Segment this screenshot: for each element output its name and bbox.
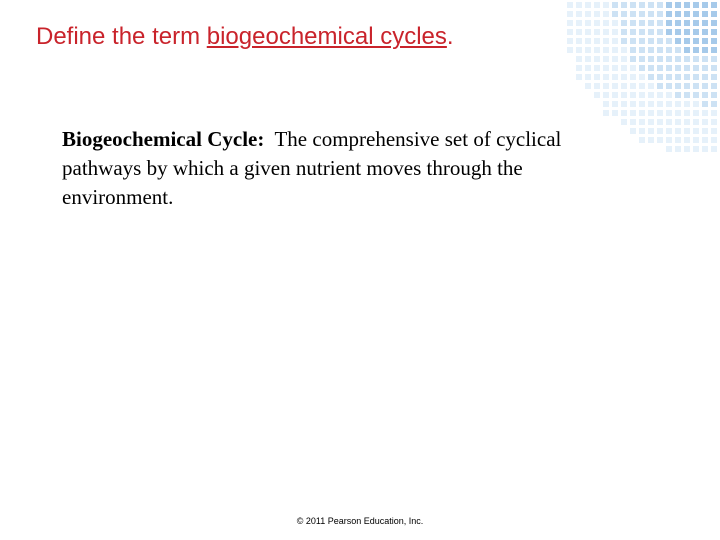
- decoration-square: [702, 11, 708, 17]
- decoration-square: [666, 146, 672, 152]
- decoration-square: [702, 74, 708, 80]
- decoration-square: [648, 11, 654, 17]
- decoration-square: [576, 47, 582, 53]
- decoration-square: [693, 38, 699, 44]
- decoration-square: [675, 38, 681, 44]
- decoration-square: [684, 29, 690, 35]
- decoration-square: [702, 38, 708, 44]
- decoration-square: [630, 128, 636, 134]
- decoration-square: [684, 146, 690, 152]
- decoration-square: [576, 56, 582, 62]
- decoration-square: [711, 110, 717, 116]
- decoration-square: [666, 83, 672, 89]
- decoration-square: [639, 74, 645, 80]
- decoration-square: [684, 74, 690, 80]
- decoration-square: [612, 2, 618, 8]
- decoration-square: [657, 128, 663, 134]
- decoration-square: [702, 20, 708, 26]
- decoration-square: [684, 83, 690, 89]
- decoration-square: [684, 20, 690, 26]
- decoration-square: [630, 20, 636, 26]
- decoration-square: [675, 92, 681, 98]
- decoration-square: [576, 38, 582, 44]
- decoration-square: [675, 137, 681, 143]
- decoration-square: [621, 29, 627, 35]
- decoration-square: [603, 83, 609, 89]
- decoration-square: [630, 101, 636, 107]
- decoration-square: [693, 146, 699, 152]
- title-suffix: .: [446, 23, 454, 50]
- decoration-square: [648, 119, 654, 125]
- decoration-square: [639, 128, 645, 134]
- decoration-square: [702, 137, 708, 143]
- decoration-square: [693, 128, 699, 134]
- decoration-square: [594, 2, 600, 8]
- decoration-square: [630, 29, 636, 35]
- decoration-square: [657, 137, 663, 143]
- decoration-square: [567, 20, 573, 26]
- title-underlined-term: biogeochemical cycles: [206, 23, 447, 50]
- decoration-square: [666, 137, 672, 143]
- decoration-square: [648, 47, 654, 53]
- decoration-square: [603, 74, 609, 80]
- decoration-square: [621, 92, 627, 98]
- decoration-square: [657, 83, 663, 89]
- decoration-square: [621, 56, 627, 62]
- decoration-square: [648, 29, 654, 35]
- decoration-square: [666, 110, 672, 116]
- decoration-square: [621, 20, 627, 26]
- decoration-square: [594, 11, 600, 17]
- decoration-square: [603, 38, 609, 44]
- decoration-square: [702, 47, 708, 53]
- decoration-square: [675, 65, 681, 71]
- decoration-square: [648, 38, 654, 44]
- decoration-square: [630, 110, 636, 116]
- decoration-square: [711, 2, 717, 8]
- decoration-square: [702, 119, 708, 125]
- decoration-square: [666, 20, 672, 26]
- decoration-square: [648, 74, 654, 80]
- decoration-square: [702, 56, 708, 62]
- decoration-square: [693, 29, 699, 35]
- decoration-square: [684, 38, 690, 44]
- decoration-square: [612, 56, 618, 62]
- decoration-square: [702, 2, 708, 8]
- decoration-square: [666, 29, 672, 35]
- decoration-square: [693, 83, 699, 89]
- decoration-square: [630, 38, 636, 44]
- decoration-square: [684, 119, 690, 125]
- decoration-square: [684, 11, 690, 17]
- decoration-square: [621, 74, 627, 80]
- decoration-square: [693, 56, 699, 62]
- definition-term: Biogeochemical Cycle:: [62, 127, 265, 151]
- decoration-square: [639, 29, 645, 35]
- decoration-square: [612, 20, 618, 26]
- decoration-square: [576, 29, 582, 35]
- decoration-square: [711, 83, 717, 89]
- decoration-square: [585, 74, 591, 80]
- decoration-square: [639, 56, 645, 62]
- definition-paragraph: [62, 125, 562, 212]
- decoration-square: [693, 11, 699, 17]
- decoration-square: [630, 47, 636, 53]
- decoration-square: [630, 92, 636, 98]
- decoration-square: [585, 47, 591, 53]
- decoration-square: [702, 110, 708, 116]
- decoration-square: [666, 74, 672, 80]
- decoration-square: [621, 47, 627, 53]
- decoration-square: [711, 74, 717, 80]
- decoration-square: [657, 74, 663, 80]
- decoration-square: [639, 92, 645, 98]
- decoration-square: [648, 2, 654, 8]
- decoration-square: [711, 146, 717, 152]
- decoration-square: [639, 101, 645, 107]
- decoration-square: [711, 101, 717, 107]
- decoration-square: [612, 11, 618, 17]
- decoration-square: [711, 20, 717, 26]
- decoration-square: [576, 74, 582, 80]
- decoration-square: [657, 92, 663, 98]
- decoration-square: [684, 2, 690, 8]
- decoration-square: [621, 38, 627, 44]
- decoration-square: [639, 137, 645, 143]
- decoration-square: [621, 110, 627, 116]
- decoration-square: [684, 128, 690, 134]
- decoration-square: [693, 65, 699, 71]
- decoration-square: [630, 11, 636, 17]
- decoration-square: [657, 119, 663, 125]
- decoration-square: [675, 74, 681, 80]
- decoration-square: [711, 128, 717, 134]
- decoration-square: [693, 110, 699, 116]
- decoration-square: [657, 20, 663, 26]
- decoration-square: [630, 119, 636, 125]
- decoration-square: [702, 29, 708, 35]
- decoration-square: [693, 47, 699, 53]
- decoration-square: [621, 83, 627, 89]
- decoration-square: [639, 83, 645, 89]
- decoration-square: [648, 128, 654, 134]
- decoration-square: [648, 65, 654, 71]
- decoration-square: [594, 92, 600, 98]
- decoration-square: [684, 110, 690, 116]
- decoration-square: [648, 56, 654, 62]
- decoration-square: [693, 20, 699, 26]
- decoration-square: [711, 92, 717, 98]
- decoration-square: [621, 101, 627, 107]
- decoration-square: [585, 11, 591, 17]
- decoration-square: [648, 101, 654, 107]
- decoration-square: [603, 47, 609, 53]
- dot-pattern-decoration: [560, 0, 720, 160]
- decoration-square: [693, 2, 699, 8]
- decoration-square: [567, 2, 573, 8]
- decoration-square: [648, 110, 654, 116]
- decoration-square: [711, 65, 717, 71]
- decoration-square: [603, 20, 609, 26]
- decoration-square: [612, 29, 618, 35]
- decoration-square: [657, 56, 663, 62]
- decoration-square: [684, 137, 690, 143]
- decoration-square: [630, 83, 636, 89]
- slide-title: [36, 20, 454, 54]
- decoration-square: [603, 101, 609, 107]
- decoration-square: [585, 20, 591, 26]
- decoration-square: [684, 92, 690, 98]
- decoration-square: [567, 11, 573, 17]
- title-prefix: Define the term: [36, 23, 207, 50]
- decoration-square: [675, 128, 681, 134]
- decoration-square: [675, 11, 681, 17]
- decoration-square: [612, 83, 618, 89]
- decoration-square: [630, 2, 636, 8]
- decoration-square: [639, 20, 645, 26]
- decoration-square: [594, 83, 600, 89]
- decoration-square: [657, 38, 663, 44]
- decoration-square: [711, 38, 717, 44]
- decoration-square: [693, 74, 699, 80]
- decoration-square: [657, 47, 663, 53]
- decoration-square: [603, 92, 609, 98]
- decoration-square: [639, 110, 645, 116]
- decoration-square: [612, 38, 618, 44]
- decoration-square: [711, 11, 717, 17]
- decoration-square: [603, 110, 609, 116]
- decoration-square: [675, 47, 681, 53]
- decoration-square: [693, 92, 699, 98]
- decoration-square: [693, 137, 699, 143]
- decoration-square: [639, 2, 645, 8]
- decoration-square: [576, 2, 582, 8]
- decoration-square: [702, 92, 708, 98]
- decoration-square: [639, 11, 645, 17]
- decoration-square: [585, 83, 591, 89]
- decoration-square: [657, 2, 663, 8]
- decoration-square: [585, 56, 591, 62]
- decoration-square: [684, 47, 690, 53]
- decoration-square: [702, 65, 708, 71]
- decoration-square: [702, 101, 708, 107]
- decoration-square: [621, 65, 627, 71]
- decoration-square: [567, 47, 573, 53]
- decoration-square: [621, 119, 627, 125]
- decoration-square: [639, 38, 645, 44]
- decoration-square: [576, 11, 582, 17]
- copyright-footer: © 2011 Pearson Education, Inc.: [296, 516, 424, 526]
- decoration-square: [612, 74, 618, 80]
- decoration-square: [693, 119, 699, 125]
- decoration-square: [612, 65, 618, 71]
- decoration-square: [666, 119, 672, 125]
- decoration-square: [702, 83, 708, 89]
- definition-text: The comprehensive set of cyclical pathways by which a given nutrient moves through the environment.: [62, 127, 562, 209]
- decoration-square: [603, 2, 609, 8]
- decoration-square: [702, 128, 708, 134]
- decoration-square: [612, 47, 618, 53]
- decoration-square: [585, 2, 591, 8]
- decoration-square: [684, 101, 690, 107]
- decoration-square: [567, 29, 573, 35]
- decoration-square: [603, 11, 609, 17]
- decoration-square: [612, 110, 618, 116]
- decoration-square: [630, 56, 636, 62]
- decoration-square: [585, 29, 591, 35]
- decoration-square: [693, 101, 699, 107]
- decoration-square: [711, 56, 717, 62]
- decoration-square: [702, 146, 708, 152]
- decoration-square: [666, 65, 672, 71]
- decoration-square: [675, 101, 681, 107]
- decoration-square: [630, 65, 636, 71]
- decoration-square: [666, 128, 672, 134]
- decoration-square: [594, 56, 600, 62]
- decoration-square: [612, 92, 618, 98]
- decoration-square: [594, 20, 600, 26]
- decoration-square: [621, 2, 627, 8]
- decoration-square: [594, 38, 600, 44]
- decoration-square: [585, 38, 591, 44]
- decoration-square: [648, 92, 654, 98]
- decoration-square: [576, 65, 582, 71]
- decoration-square: [675, 20, 681, 26]
- decoration-square: [639, 119, 645, 125]
- decoration-square: [657, 101, 663, 107]
- decoration-square: [666, 101, 672, 107]
- decoration-square: [657, 110, 663, 116]
- decoration-square: [711, 137, 717, 143]
- decoration-square: [603, 65, 609, 71]
- decoration-square: [603, 56, 609, 62]
- decoration-square: [621, 11, 627, 17]
- decoration-square: [666, 47, 672, 53]
- decoration-square: [612, 101, 618, 107]
- decoration-square: [648, 20, 654, 26]
- decoration-square: [675, 110, 681, 116]
- decoration-square: [657, 11, 663, 17]
- decoration-square: [675, 119, 681, 125]
- decoration-square: [576, 20, 582, 26]
- decoration-square: [639, 47, 645, 53]
- decoration-square: [666, 92, 672, 98]
- decoration-square: [675, 29, 681, 35]
- decoration-square: [648, 83, 654, 89]
- decoration-square: [666, 38, 672, 44]
- decoration-square: [648, 137, 654, 143]
- decoration-square: [666, 11, 672, 17]
- decoration-square: [675, 56, 681, 62]
- decoration-square: [594, 74, 600, 80]
- decoration-square: [711, 29, 717, 35]
- decoration-square: [603, 29, 609, 35]
- decoration-square: [684, 65, 690, 71]
- decoration-square: [711, 47, 717, 53]
- decoration-square: [567, 38, 573, 44]
- decoration-square: [675, 2, 681, 8]
- decoration-square: [657, 29, 663, 35]
- decoration-square: [594, 47, 600, 53]
- decoration-square: [666, 56, 672, 62]
- decoration-square: [585, 65, 591, 71]
- decoration-square: [639, 65, 645, 71]
- decoration-square: [675, 146, 681, 152]
- decoration-square: [594, 65, 600, 71]
- decoration-square: [657, 65, 663, 71]
- decoration-square: [675, 83, 681, 89]
- decoration-square: [711, 119, 717, 125]
- decoration-square: [630, 74, 636, 80]
- decoration-square: [594, 29, 600, 35]
- decoration-square: [684, 56, 690, 62]
- decoration-square: [666, 2, 672, 8]
